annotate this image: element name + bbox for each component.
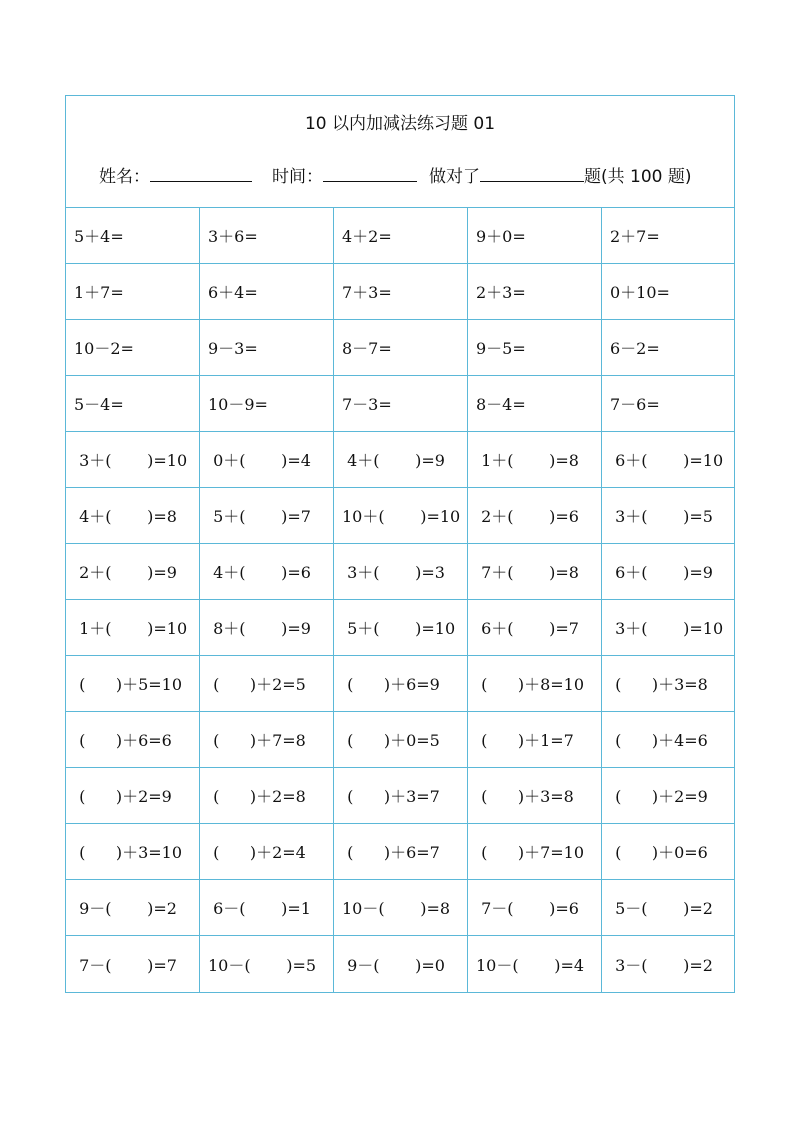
problem-cell[interactable]: 10－( )=4 bbox=[468, 936, 602, 992]
problem-grid bbox=[66, 208, 734, 992]
problem-cell[interactable]: ( )＋6=7 bbox=[334, 824, 468, 880]
problem-cell[interactable]: 5＋4= bbox=[66, 208, 200, 264]
problem-cell[interactable]: 9－( )=0 bbox=[334, 936, 468, 992]
problem-cell[interactable]: 4＋( )=8 bbox=[66, 488, 200, 544]
problem-cell[interactable]: ( )＋1=7 bbox=[468, 712, 602, 768]
problem-cell[interactable]: 3＋6= bbox=[200, 208, 334, 264]
problem-cell[interactable]: ( )＋2=8 bbox=[200, 768, 334, 824]
problem-cell[interactable]: 2＋( )=6 bbox=[468, 488, 602, 544]
problem-cell[interactable]: 9＋0= bbox=[468, 208, 602, 264]
problem-cell[interactable]: 10＋( )=10 bbox=[334, 488, 468, 544]
problem-cell[interactable]: ( )＋7=8 bbox=[200, 712, 334, 768]
problem-cell[interactable]: ( )＋3=8 bbox=[602, 656, 734, 712]
problem-cell[interactable]: ( )＋2=9 bbox=[66, 768, 200, 824]
problem-cell[interactable]: ( )＋7=10 bbox=[468, 824, 602, 880]
problem-cell[interactable]: 3＋( )=10 bbox=[602, 600, 734, 656]
student-info-line bbox=[99, 162, 692, 187]
problem-cell[interactable]: 1＋7= bbox=[66, 264, 200, 320]
problem-cell[interactable]: 5－( )=2 bbox=[602, 880, 734, 936]
problem-cell[interactable]: 5＋( )=10 bbox=[334, 600, 468, 656]
correct-count-blank[interactable] bbox=[480, 163, 584, 182]
problem-cell[interactable]: 9－( )=2 bbox=[66, 880, 200, 936]
problem-cell[interactable]: 10－9= bbox=[200, 376, 334, 432]
problem-cell[interactable]: ( )＋6=9 bbox=[334, 656, 468, 712]
problem-cell[interactable]: ( )＋2=4 bbox=[200, 824, 334, 880]
problem-cell[interactable]: 7＋( )=8 bbox=[468, 544, 602, 600]
worksheet-title: 10 以内加减法练习题 01 bbox=[304, 114, 496, 134]
problem-cell[interactable]: ( )＋3=7 bbox=[334, 768, 468, 824]
problem-cell[interactable]: ( )＋8=10 bbox=[468, 656, 602, 712]
problem-cell[interactable]: 5－4= bbox=[66, 376, 200, 432]
problem-cell[interactable]: ( )＋3=8 bbox=[468, 768, 602, 824]
problem-cell[interactable]: 10－( )=8 bbox=[334, 880, 468, 936]
correct-label: 做对了 bbox=[429, 167, 480, 187]
problem-cell[interactable]: 10－2= bbox=[66, 320, 200, 376]
problem-cell[interactable]: 0＋( )=4 bbox=[200, 432, 334, 488]
problem-cell[interactable]: 0＋10= bbox=[602, 264, 734, 320]
problem-cell[interactable]: 5＋( )=7 bbox=[200, 488, 334, 544]
time-label: 时间： bbox=[272, 167, 323, 187]
problem-cell[interactable]: 6＋( )=10 bbox=[602, 432, 734, 488]
problem-cell[interactable]: 9－5= bbox=[468, 320, 602, 376]
problem-cell[interactable]: 7－( )=6 bbox=[468, 880, 602, 936]
problem-cell[interactable]: ( )＋6=6 bbox=[66, 712, 200, 768]
problem-cell[interactable]: 3－( )=2 bbox=[610, 955, 713, 975]
problem-cell[interactable]: 8－7= bbox=[334, 320, 468, 376]
problem-cell[interactable]: 4＋2= bbox=[334, 208, 468, 264]
problem-cell[interactable]: 2＋( )=9 bbox=[66, 544, 200, 600]
problem-cell[interactable]: 7－6= bbox=[602, 376, 734, 432]
problem-cell[interactable]: 3＋( )=3 bbox=[334, 544, 468, 600]
name-label: 姓名： bbox=[99, 167, 150, 187]
problem-cell[interactable]: 7－( )=7 bbox=[66, 936, 200, 992]
problem-cell[interactable]: 1＋( )=10 bbox=[66, 600, 200, 656]
problem-cell[interactable]: 4＋( )=9 bbox=[334, 432, 468, 488]
problem-cell[interactable]: ( )＋4=6 bbox=[602, 712, 734, 768]
problem-cell[interactable]: ( )＋2=5 bbox=[200, 656, 334, 712]
problem-cell[interactable]: ( )＋5=10 bbox=[66, 656, 200, 712]
problem-cell[interactable]: ( )＋0=6 bbox=[602, 824, 734, 880]
problem-cell[interactable]: 2＋3= bbox=[468, 264, 602, 320]
problem-cell[interactable]: 6＋( )=9 bbox=[602, 544, 734, 600]
problem-cell[interactable]: ( )＋0=5 bbox=[334, 712, 468, 768]
time-blank[interactable] bbox=[323, 163, 417, 182]
problem-cell[interactable]: 10－( )=5 bbox=[200, 936, 334, 992]
problem-cell[interactable]: ( )＋3=10 bbox=[66, 824, 200, 880]
problem-cell[interactable]: 6＋4= bbox=[200, 264, 334, 320]
problem-cell[interactable]: 6－2= bbox=[602, 320, 734, 376]
problem-cell[interactable]: 6＋( )=7 bbox=[468, 600, 602, 656]
problem-cell[interactable]: 8－4= bbox=[468, 376, 602, 432]
problem-cell[interactable]: 7＋3= bbox=[334, 264, 468, 320]
problem-cell[interactable]: 7－3= bbox=[334, 376, 468, 432]
name-blank[interactable] bbox=[150, 163, 252, 182]
problem-cell[interactable]: 4＋( )=6 bbox=[200, 544, 334, 600]
problem-cell[interactable]: 3＋( )=5 bbox=[602, 488, 734, 544]
worksheet-table bbox=[65, 95, 735, 993]
problem-cell[interactable]: 3＋( )=10 bbox=[66, 432, 200, 488]
problem-cell[interactable]: 9－3= bbox=[200, 320, 334, 376]
problem-cell[interactable]: ( )＋2=9 bbox=[602, 768, 734, 824]
problem-cell[interactable]: 2＋7= bbox=[602, 208, 734, 264]
worksheet-header bbox=[66, 96, 734, 208]
problem-cell[interactable]: 1＋( )=8 bbox=[468, 432, 602, 488]
problem-cell[interactable]: 6－( )=1 bbox=[200, 880, 334, 936]
problem-cell[interactable]: 8＋( )=9 bbox=[200, 600, 334, 656]
total-label: 题(共 100 题) bbox=[584, 167, 692, 187]
